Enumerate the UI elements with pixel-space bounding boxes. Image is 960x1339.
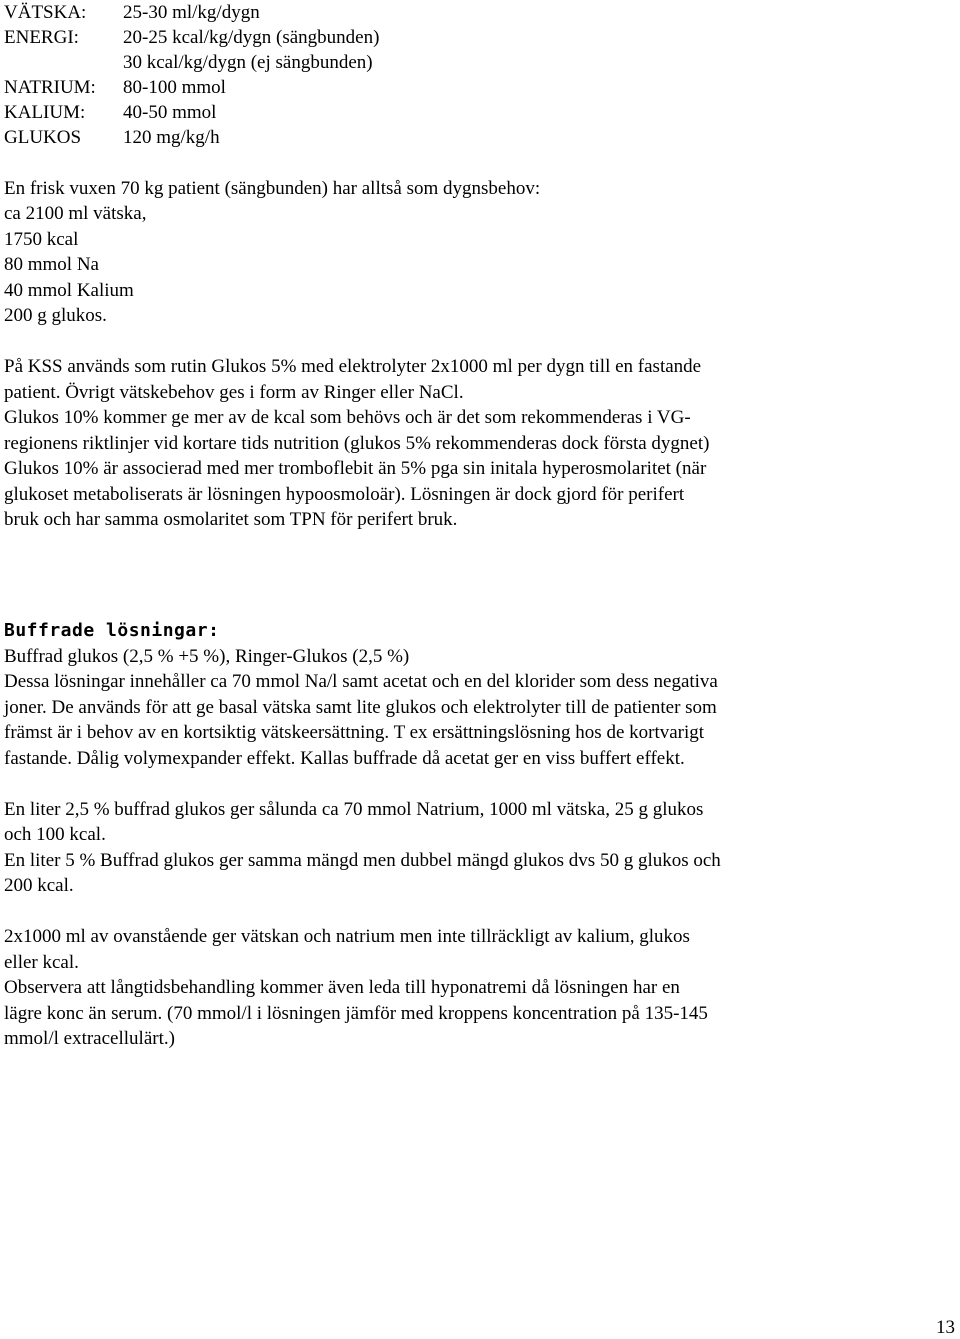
paragraph-line: 40 mmol Kalium bbox=[4, 279, 134, 301]
paragraph-line: 2x1000 ml av ovanstående ger vätskan och natrium men inte tillräckligt av kalium, glukos bbox=[4, 926, 690, 947]
requirement-value: 120 mg/kg/h bbox=[123, 127, 220, 148]
requirement-row bbox=[4, 25, 954, 50]
paragraph-line: En liter 2,5 % buffrad glukos ger sålunda ca 70 mmol Natrium, 1000 ml vätska, 25 g glukos bbox=[4, 798, 704, 820]
paragraph-line: glukoset metaboliserats är lösningen hypoosmoloär). Lösningen är dock gjord för perifert bbox=[4, 483, 685, 505]
paragraph-line: bruk och har samma osmolaritet som TPN för perifert bruk. bbox=[4, 509, 458, 530]
paragraph-line: Buffrad glukos (2,5 % +5 %), Ringer-Glukos (2,5 %) bbox=[4, 645, 410, 667]
requirement-label: VÄTSKA: bbox=[4, 2, 87, 23]
paragraph-line: patient. Övrigt vätskebehov ges i form av Ringer eller NaCl. bbox=[4, 381, 464, 403]
paragraph-line: ca 2100 ml vätska, bbox=[4, 203, 147, 224]
paragraph-line: 1750 kcal bbox=[4, 228, 79, 250]
paragraph-line: joner. De används för att ge basal vätska samt lite glukos och elektrolyter till de patienter som bbox=[4, 696, 717, 718]
summary-paragraph bbox=[4, 924, 954, 1052]
requirement-row bbox=[4, 75, 954, 100]
document-page bbox=[4, 0, 954, 1052]
paragraph-line: fastande. Dålig volymexpander effekt. Kallas buffrade då acetat ger en viss buffert effekt. bbox=[4, 747, 685, 769]
kss-paragraph bbox=[4, 354, 954, 533]
paragraph-line: På KSS används som rutin Glukos 5% med elektrolyter 2x1000 ml per dygn till en fastande bbox=[4, 356, 702, 377]
requirement-value: 80-100 mmol bbox=[123, 77, 226, 98]
paragraph-line: Dessa lösningar innehåller ca 70 mmol Na/l samt acetat och en del klorider som dess negativa bbox=[4, 671, 718, 692]
requirement-value: 20-25 kcal/kg/dygn (sängbunden) bbox=[123, 27, 380, 48]
paragraph-line: 200 kcal. bbox=[4, 875, 74, 896]
paragraph-line: 200 g glukos. bbox=[4, 305, 107, 326]
paragraph-line: Glukos 10% kommer ge mer av de kcal som behövs och är det som rekommenderas i VG- bbox=[4, 407, 691, 428]
paragraph-line: En frisk vuxen 70 kg patient (sängbunden) har alltså som dygnsbehov: bbox=[4, 177, 541, 199]
requirement-value: 25-30 ml/kg/dygn bbox=[123, 2, 260, 23]
paragraph-line: mmol/l extracellulärt.) bbox=[4, 1028, 175, 1049]
requirements-table bbox=[4, 0, 954, 150]
requirement-row bbox=[4, 50, 954, 75]
requirement-value: 30 kcal/kg/dygn (ej sängbunden) bbox=[123, 52, 373, 73]
buffered-intro-paragraph bbox=[4, 644, 954, 772]
requirement-label: ENERGI: bbox=[4, 27, 79, 48]
requirement-row bbox=[4, 0, 954, 25]
daily-needs-paragraph bbox=[4, 176, 954, 329]
paragraph-line: En liter 5 % Buffrad glukos ger samma mängd men dubbel mängd glukos dvs 50 g glukos och bbox=[4, 849, 721, 871]
requirement-label: NATRIUM: bbox=[4, 77, 96, 98]
page-number: 13 bbox=[936, 1317, 955, 1338]
paragraph-line: 80 mmol Na bbox=[4, 254, 99, 275]
paragraph-line: Observera att långtidsbehandling kommer även leda till hyponatremi då lösningen har en bbox=[4, 977, 680, 998]
liter-paragraph bbox=[4, 797, 954, 899]
paragraph-line: främst är i behov av en kortsiktig vätskeersättning. T ex ersättningslösning hos de kortvarigt bbox=[4, 722, 705, 743]
requirement-label: KALIUM: bbox=[4, 102, 86, 123]
requirement-row bbox=[4, 125, 954, 150]
paragraph-line: lägre konc än serum. (70 mmol/l i lösningen jämför med kroppens koncentration på 135-145 bbox=[4, 1002, 708, 1024]
section-heading: Buffrade lösningar: bbox=[4, 619, 220, 641]
requirement-label: GLUKOS bbox=[4, 127, 82, 148]
paragraph-line: regionens riktlinjer vid kortare tids nutrition (glukos 5% rekommenderas dock första dygnet) bbox=[4, 432, 710, 454]
requirement-row bbox=[4, 100, 954, 125]
paragraph-line: Glukos 10% är associerad med mer tromboflebit än 5% pga sin initala hyperosmolaritet (när bbox=[4, 458, 707, 479]
requirement-value: 40-50 mmol bbox=[123, 102, 217, 123]
paragraph-line: eller kcal. bbox=[4, 951, 79, 973]
paragraph-line: och 100 kcal. bbox=[4, 824, 106, 845]
requirement-label bbox=[4, 50, 123, 75]
